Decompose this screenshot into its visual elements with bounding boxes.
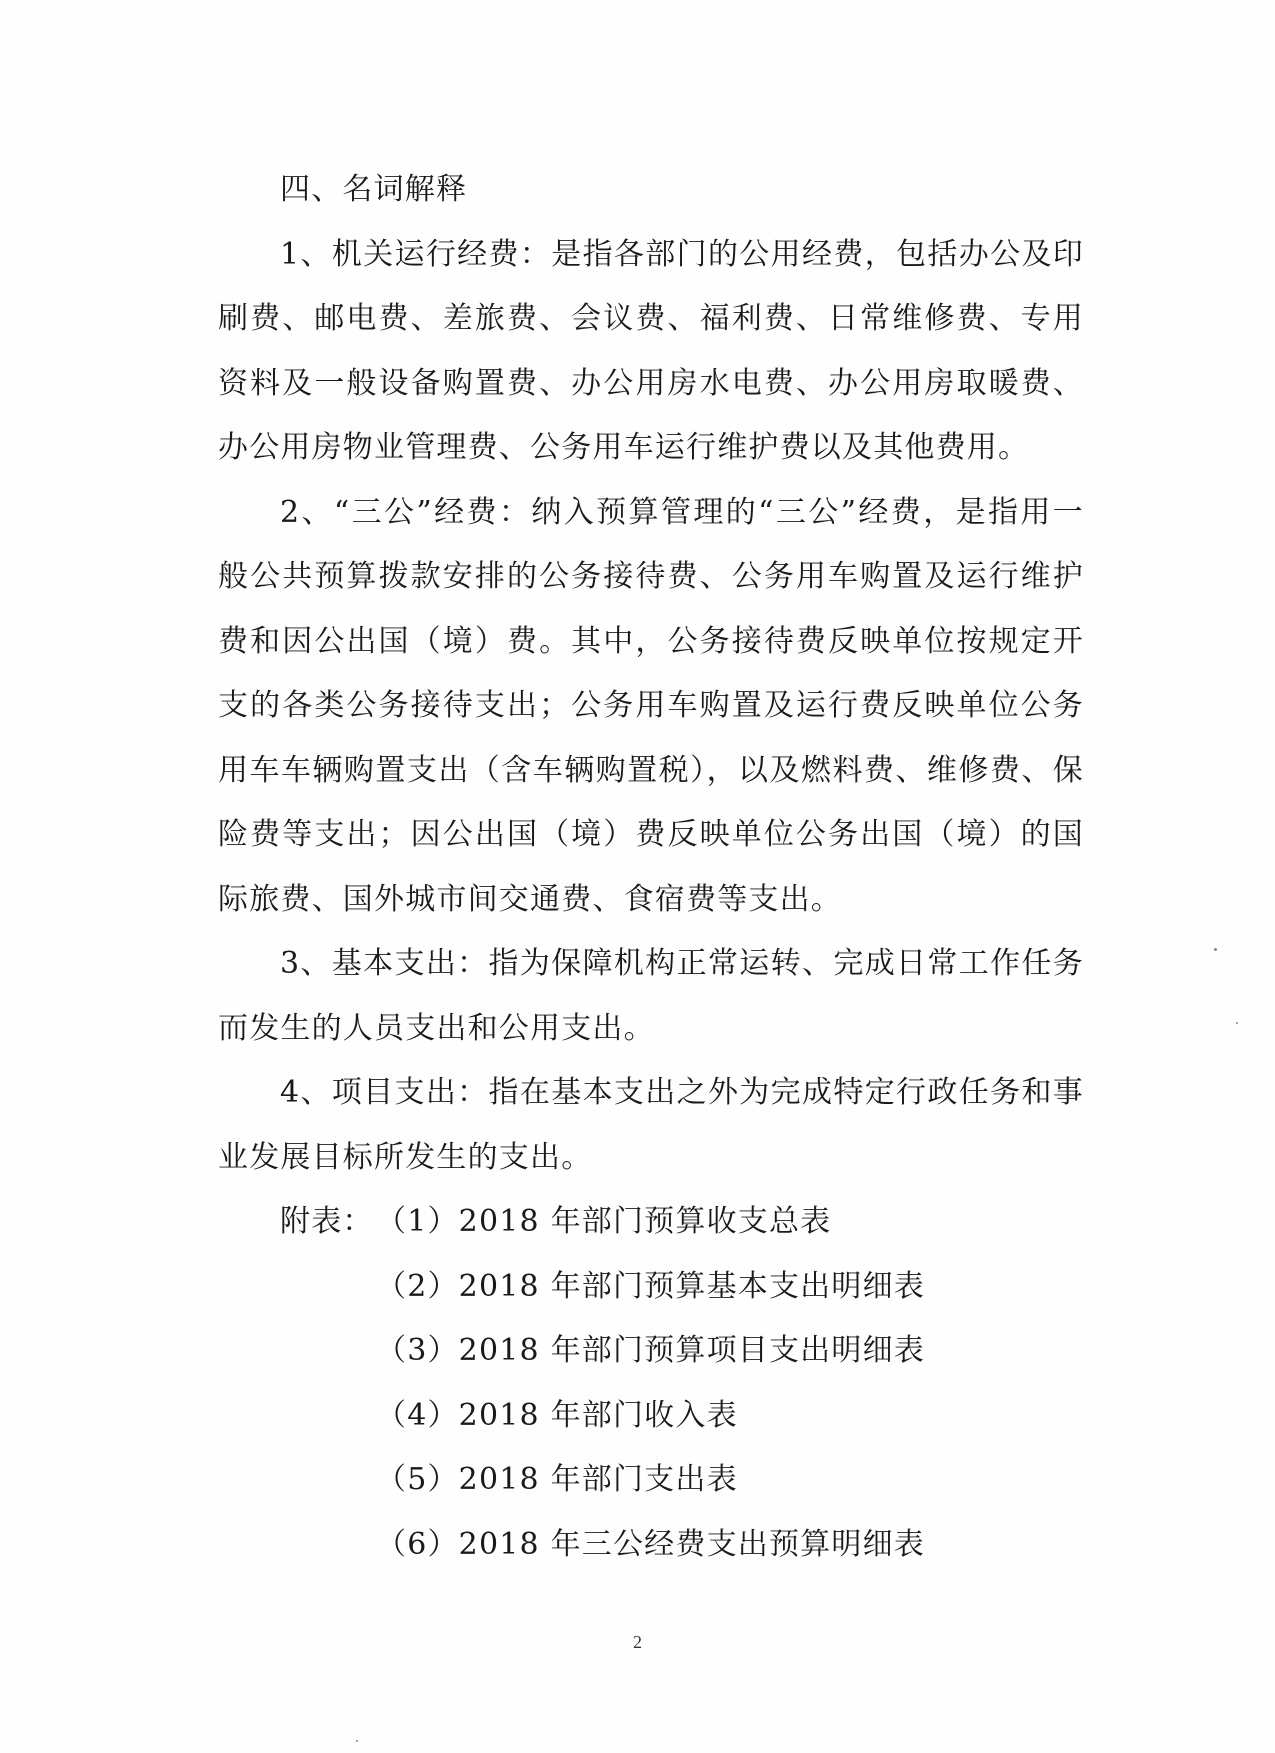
attachment-item: （5）2018 年部门支出表 (376, 1462, 738, 1497)
paragraph-three-public-expenses: 2、“三公”经费：纳入预算管理的“三公”经费，是指用一般公共预算拨款安排的公务接待费、公务用车购置及运行维护费和因公出国（境）费。其中，公务接待费反映单位按规定开支的各类公务接待支出；公务用车购置及运行费反映单位公务用车车辆购置支出（含车辆购置税），以及燃料费、维修费、保险费等支出；因公出国（境）费反映单位公务出国（境）的国际旅费、国外城市间交通费、食宿费等支出。 (218, 494, 1084, 917)
paragraph-basic-expenditure: 3、基本支出：指为保障机构正常运转、完成日常工作任务而发生的人员支出和公用支出。 (218, 946, 1084, 1046)
document-body (218, 158, 1084, 1577)
attachments-list (218, 1190, 1084, 1577)
attachment-row (218, 1513, 1084, 1578)
attachment-item: （3）2018 年部门预算项目支出明细表 (376, 1333, 925, 1368)
attachments-label: 附表： (280, 1204, 374, 1239)
attachment-row (218, 1190, 1084, 1255)
attachment-item: （4）2018 年部门收入表 (376, 1397, 738, 1433)
attachment-row (218, 1448, 1084, 1513)
attachment-item: （2）2018 年部门预算基本支出明细表 (376, 1268, 925, 1304)
scan-speck (356, 1740, 358, 1742)
section-heading: 四、名词解释 (280, 172, 468, 207)
paragraph-project-expenditure: 4、项目支出：指在基本支出之外为完成特定行政任务和事业发展目标所发生的支出。 (218, 1075, 1084, 1175)
page-number: 2 (633, 1632, 642, 1652)
paragraph-operating-expenses: 1、机关运行经费：是指各部门的公用经费，包括办公及印刷费、邮电费、差旅费、会议费、福利费、日常维修费、专用资料及一般设备购置费、办公用房水电费、办公用房取暖费、办公用房物业管理费、公务用车运行维护费以及其他费用。 (218, 236, 1084, 465)
scan-speck (1214, 948, 1217, 951)
scan-speck (1236, 1022, 1238, 1024)
attachment-item: （6）2018 年三公经费支出预算明细表 (376, 1526, 925, 1562)
attachment-row (218, 1384, 1084, 1449)
attachment-row (218, 1319, 1084, 1384)
attachment-row (218, 1255, 1084, 1320)
attachment-item: （1）2018 年部门预算收支总表 (376, 1204, 832, 1239)
